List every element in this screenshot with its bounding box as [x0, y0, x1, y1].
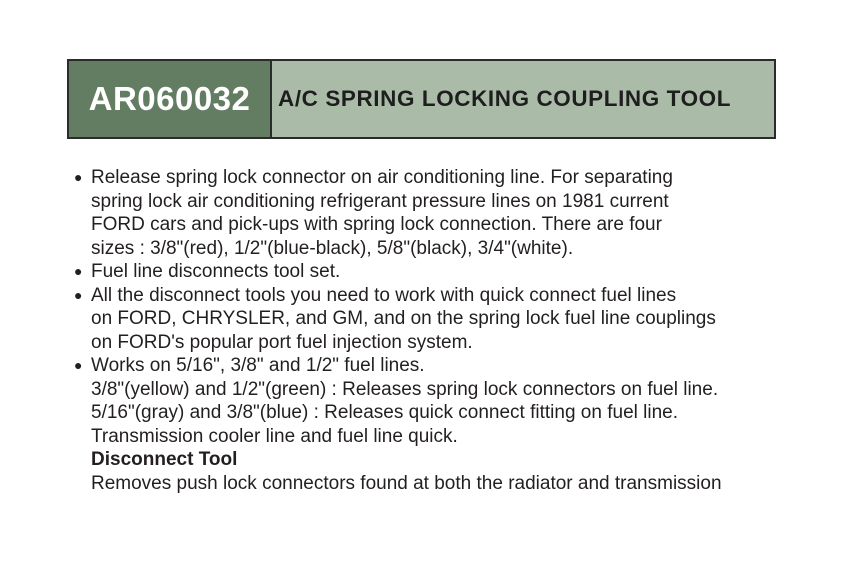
bullet-item-disconnect-tools — [74, 284, 834, 355]
description-line: All the disconnect tools you need to work with quick connect fuel lines — [91, 284, 677, 306]
bullet-item-spring-lock — [74, 166, 834, 260]
bullet-item-fuel-line-set — [74, 260, 834, 284]
description-line: Works on 5/16", 3/8" and 1/2" fuel lines. — [91, 355, 425, 376]
description-line: Release spring lock connector on air conditioning line. For separating — [91, 167, 673, 188]
description-line: on FORD, CHRYSLER, and GM, and on the spring lock fuel line couplings — [91, 308, 716, 329]
product-title: A/C SPRING LOCKING COUPLING TOOL — [278, 86, 732, 111]
description-line: FORD cars and pick-ups with spring lock connection. There are four — [91, 214, 662, 235]
bullet-item-fuel-line-sizes — [74, 354, 834, 495]
description-list — [74, 166, 834, 495]
description-line: spring lock air conditioning refrigerant pressure lines on 1981 current — [91, 190, 669, 212]
description-line: Fuel line disconnects tool set. — [91, 261, 341, 282]
disconnect-tool-subheading: Disconnect Tool — [91, 449, 238, 470]
product-code-box — [69, 61, 272, 137]
description-line: Removes push lock connectors found at both the radiator and transmission — [91, 472, 722, 494]
bullet-icon: ● — [74, 286, 83, 303]
bullet-icon: ● — [74, 357, 83, 373]
bullet-icon: ● — [74, 169, 83, 185]
description-line: on FORD's popular port fuel injection system. — [91, 331, 473, 353]
description-line: 3/8"(yellow) and 1/2"(green) : Releases spring lock connectors on fuel line. — [91, 378, 719, 400]
description-line: 5/16"(gray) and 3/8"(blue) : Releases quick connect fitting on fuel line. — [91, 402, 678, 423]
product-header — [67, 59, 776, 139]
description-line: Transmission cooler line and fuel line quick. — [91, 425, 458, 447]
product-code: AR060032 — [88, 80, 251, 117]
bullet-icon: ● — [74, 263, 83, 279]
description-line: sizes : 3/8"(red), 1/2"(blue-black), 5/8"(black), 3/4"(white). — [91, 237, 574, 259]
product-title-box — [272, 61, 774, 137]
